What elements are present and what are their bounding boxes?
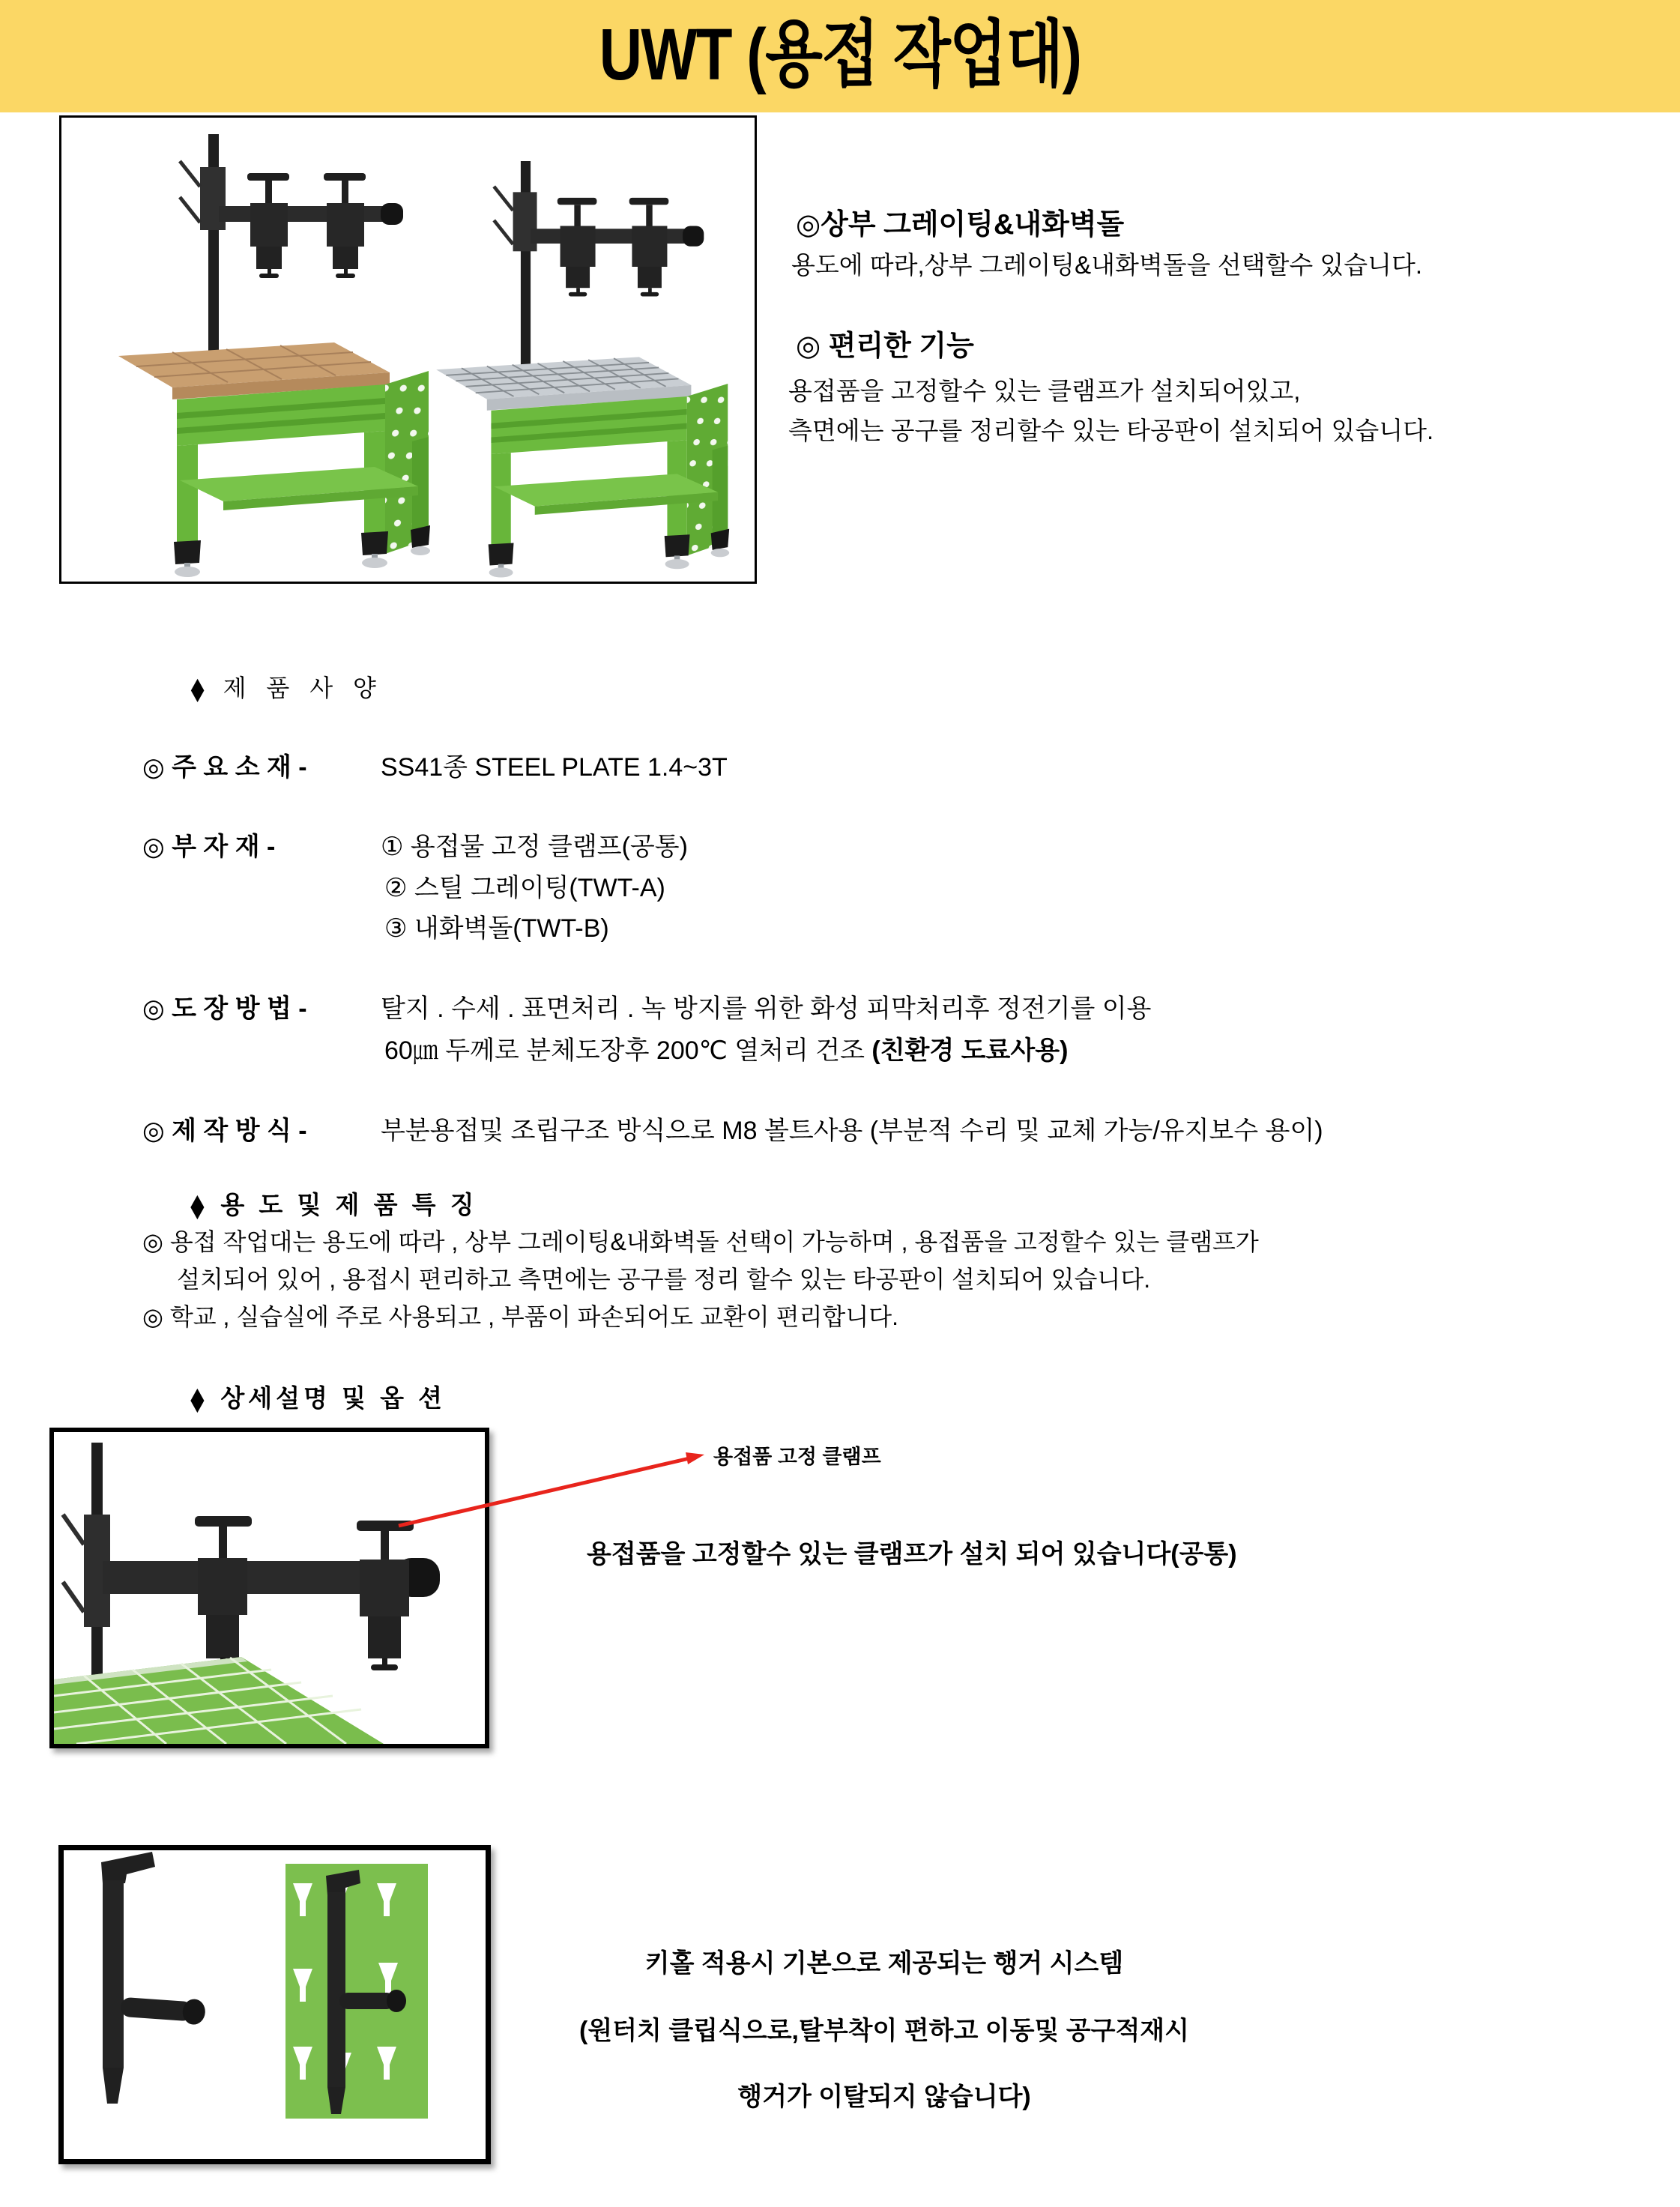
table-grating-top	[436, 161, 729, 578]
welding-table-illustration	[61, 118, 755, 582]
spec-row-parts: ◎ 부 자 재 - ① 용접물 고정 클램프(공통)	[142, 833, 688, 861]
usage-line-1: ◎ 용접 작업대는 용도에 따라 , 상부 그레이팅&내화벽돌 선택이 가능하며 , 용접품을 고정할수 있는 클램프가	[142, 1228, 1259, 1255]
section-title-usage: ◆ 용 도 및 제 품 특 징	[190, 1186, 478, 1223]
clamp-detail-note: 용접품을 고정할수 있는 클램프가 설치 되어 있습니다(공통)	[587, 1540, 1237, 1569]
usage-line-2: 설치되어 있어 , 용접시 편리하고 측면에는 공구를 정리 할수 있는 타공판이 설치되어 있습니다.	[177, 1266, 1151, 1293]
spec-row-parts-line3: ③ 내화벽돌(TWT-B)	[384, 914, 609, 943]
hanger-hook	[101, 1852, 206, 2104]
red-callout-arrow	[375, 1424, 719, 1544]
title-banner	[0, 0, 1680, 112]
hanger-note-line-1: 키홀 적용시 기본으로 제공되는 행거 시스템	[644, 1949, 1124, 1978]
spec-row-parts-line2: ② 스틸 그레이팅(TWT-A)	[384, 874, 665, 902]
page-title: UWT (용접 작업대)	[599, 13, 1081, 95]
section-title-spec: ◆ 제 품 사 양	[190, 670, 383, 706]
clamp-callout-label: 용접품 고정 클램프	[713, 1446, 881, 1468]
usage-line-3: ◎ 학교 , 실습실에 주로 사용되고 , 부품이 파손되어도 교환이 편리합니다.	[142, 1303, 899, 1330]
keyhole-panel	[285, 1864, 428, 2119]
clamp-2	[629, 198, 669, 297]
feature-heading-convenience: ◎ 편리한 기능	[796, 330, 974, 362]
clamp-1	[247, 173, 289, 278]
feature-text-clamp: 용접품을 고정할수 있는 클램프가 설치되어있고,	[788, 377, 1301, 405]
clamp-2	[324, 173, 366, 278]
feature-text-grating: 용도에 따라,상부 그레이팅&내화벽돌을 선택할수 있습니다.	[791, 251, 1423, 279]
spec-row-painting-line2: 60㎛ 두께로 분체도장후 200℃ 열처리 건조 (친환경 도료사용)	[384, 1036, 1069, 1065]
feature-text-pegboard: 측면에는 공구를 정리할수 있는 타공판이 설치되어 있습니다.	[788, 417, 1434, 444]
spec-row-painting: ◎ 도 장 방 법 - 탈지 . 수세 . 표면처리 . 녹 방지를 위한 화성 피막처리후 정전기를 이용	[142, 994, 1152, 1023]
hanger-note-line-2: (원터치 클립식으로,탈부착이 편하고 이동및 공구적재시	[579, 2017, 1189, 2045]
grating-corner	[54, 1657, 384, 1744]
hanger-detail-illustration	[64, 1850, 486, 2159]
spec-row-material: ◎ 주 요 소 재 - SS41종 STEEL PLATE 1.4~3T	[142, 753, 728, 782]
hanger-note-line-3: 행거가 이탈되지 않습니다)	[737, 2083, 1031, 2111]
section-title-detail: ◆ 상세설명 및 옵 션	[190, 1380, 447, 1416]
clamp-left	[195, 1516, 252, 1669]
diamond-bullet-icon: ◆	[190, 1186, 208, 1223]
diamond-bullet-icon: ◆	[190, 1380, 208, 1416]
product-image-box	[59, 115, 757, 584]
table-wood-top	[118, 134, 430, 577]
clamp-1	[558, 198, 597, 297]
hanger-detail-image-box	[58, 1845, 491, 2164]
spec-row-fabrication: ◎ 제 작 방 식 - 부분용접및 조립구조 방식으로 M8 볼트사용 (부분적 수리 및 교체 가능/유지보수 용이)	[142, 1117, 1323, 1145]
feature-heading-grating: ◎상부 그레이팅&내화벽돌	[796, 209, 1125, 241]
diamond-bullet-icon: ◆	[190, 670, 209, 706]
